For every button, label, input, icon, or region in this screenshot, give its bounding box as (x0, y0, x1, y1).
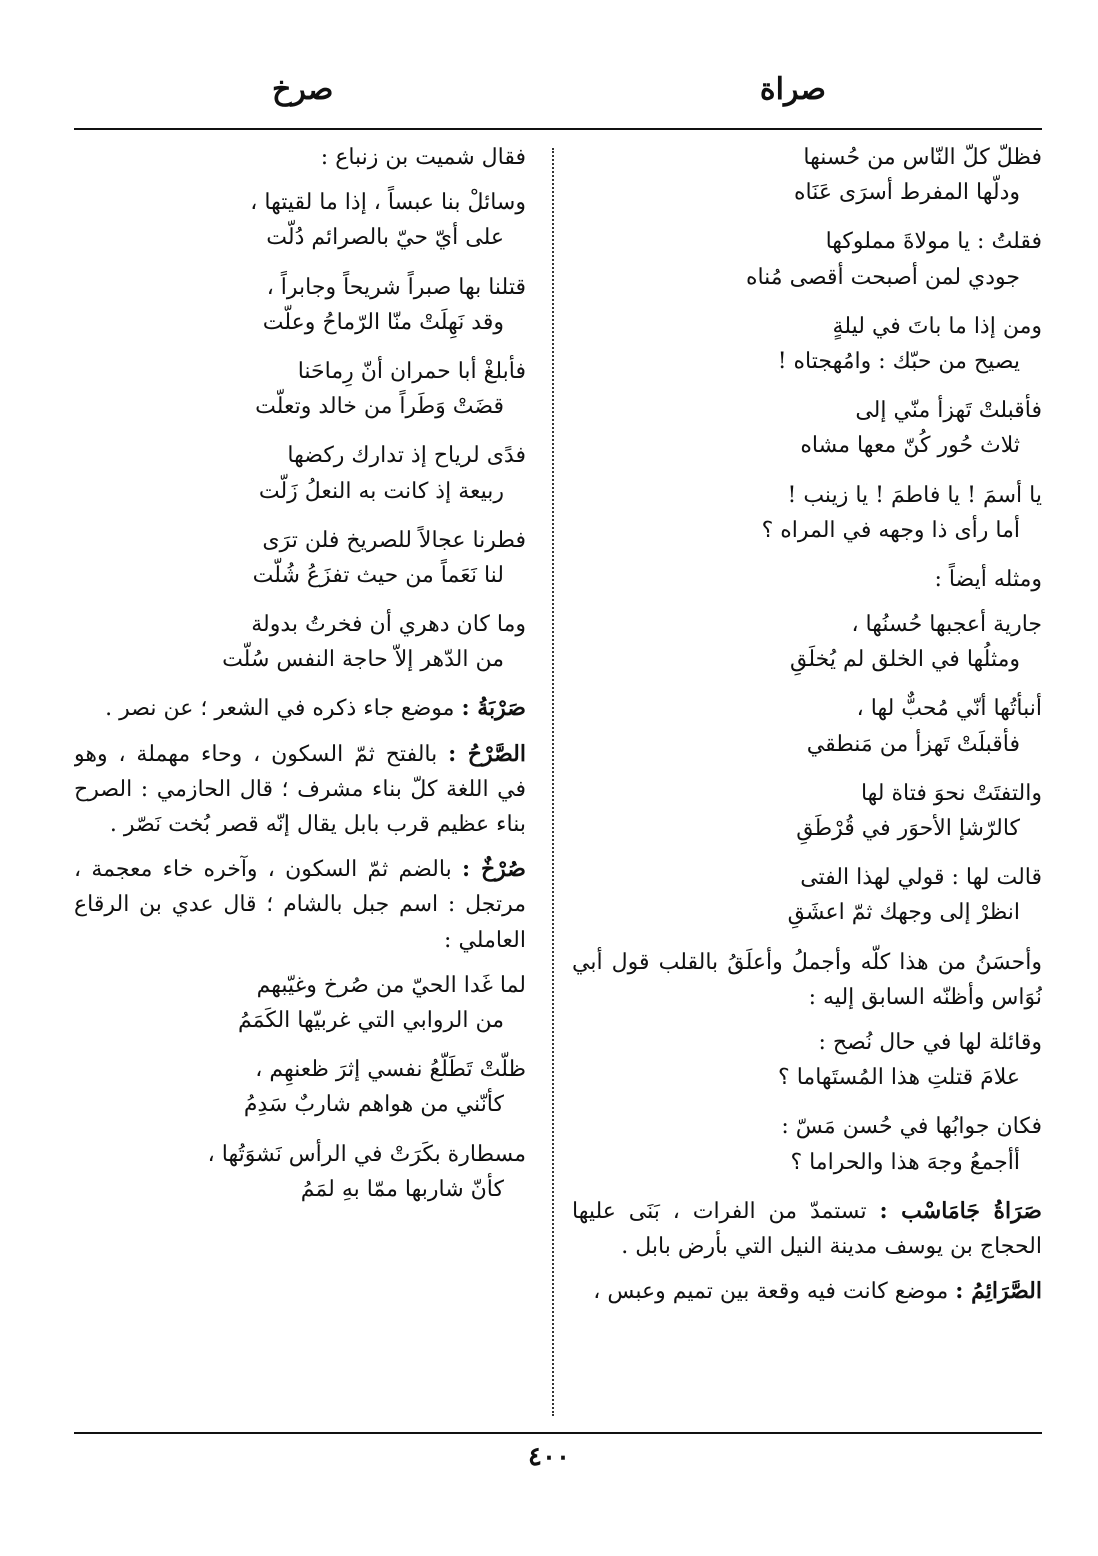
verse-second-hemistich: كالرّشإ الأحوَر في قُرْطَقِ (796, 816, 1020, 841)
entry-headword: صَرْبَةُ : (461, 695, 526, 722)
entry-body: موضع كانت فيه وقعة بين تميم وعبس ، (593, 1279, 949, 1305)
verse-second-hemistich: أأجمعُ وجهَ هذا والحراما ؟ (790, 1149, 1020, 1175)
prose-paragraph: وأحسَنُ من هذا كلّه وأجملُ وأعلَقُ بالقلب قول أبي نُوَاس وأظنّه السابق إليه : (572, 949, 1042, 1010)
verse-first-hemistich: ومن إذا ما باتَ في ليلةٍ (832, 313, 1042, 339)
column-divider (552, 148, 554, 1416)
verse-first-hemistich: قالت لها : قولي لهذا الفتى (800, 865, 1042, 891)
verse-first-hemistich: والتفتَتْ نحوَ فتاة لها (860, 780, 1042, 806)
verse-first-hemistich: وقائلة لها في حال نُصح : (818, 1029, 1042, 1055)
verse-first-hemistich: وسائلْ بنا عبساً ، إذا ما لقيتها ، (250, 190, 526, 216)
verse-first-hemistich: قتلنا بها صبراً شريحاً وجابراً ، (266, 274, 526, 300)
verse-first-hemistich: فدًى لرياح إذ تدارك ركضها (287, 443, 526, 469)
verse-couplet (572, 224, 1042, 294)
running-header-right: صراة (759, 72, 826, 107)
intro-line: فقال شميت بن زنباع : (320, 145, 526, 170)
verse-second-hemistich: على أيّ حيّ بالصرائم دُلّت (266, 225, 504, 251)
verse-couplet (572, 607, 1042, 677)
verse-couplet (74, 185, 526, 255)
entry-body: موضع جاء ذكره في الشعر ؛ عن نصر . (105, 696, 455, 722)
entry-headword: الصَّرَائِمُ : (955, 1278, 1042, 1305)
verse-second-hemistich: أما رأى ذا وجهه في المراه ؟ (761, 517, 1020, 543)
verse-second-hemistich: يصيح من حبّك : وامُهجتاه ! (777, 348, 1020, 374)
verse-second-hemistich: لنا نَعَماً من حيث تفزَعُ شُلّت (252, 562, 504, 588)
verse-first-hemistich: أنبأتُها أنّي مُحبٌّ لها ، (856, 696, 1042, 722)
verse-couplet (74, 354, 526, 424)
dictionary-entry (74, 737, 526, 843)
entry-headword: الصَّرْحُ : (448, 740, 526, 767)
verse-couplet (572, 691, 1042, 761)
verse-first-hemistich: جارية أعجبها حُسنُها ، (851, 612, 1042, 638)
verse-couplet (74, 607, 526, 677)
verse-first-hemistich: يا أسمَ ! يا فاطمَ ! يا زينب ! (787, 482, 1042, 508)
page-number: ٤٠٠ (528, 1442, 570, 1472)
running-header-left: صرخ (272, 72, 334, 107)
verse-second-hemistich: ومثلُها في الخلق لم يُخلَقِ (790, 647, 1020, 673)
verse-couplet (74, 1137, 526, 1207)
verse-first-hemistich: مسطارة بكَرَتْ في الرأس نَشوَتُها ، (207, 1141, 526, 1167)
verse-second-hemistich: من الروابي التي غربيّها الكَمَمُ (237, 1007, 504, 1033)
verse-second-hemistich: جودي لمن أصبحت أقصى مُناه (745, 264, 1020, 290)
verse-second-hemistich: وقد نَهِلَتْ منّا الرّماحُ وعلّت (262, 309, 504, 335)
dictionary-entry (74, 691, 526, 726)
verse-first-hemistich: ظلّتْ تَطَلّعُ نفسي إثرَ ظعنهِم ، (255, 1057, 526, 1083)
verse-first-hemistich: فكان جوابُها في حُسن مَسّ : (781, 1114, 1042, 1140)
entry-body: تستمدّ من الفرات ، بَنَى عليها الحجاج بن يوسف مدينة النيل التي بأرض بابل . (572, 1198, 1042, 1259)
verse-second-hemistich: علامَ قتلتِ هذا المُستَهاما ؟ (778, 1065, 1020, 1091)
verse-first-hemistich: فطرنا عجالاً للصريخ فلن ترَى (262, 527, 526, 553)
dictionary-entry (74, 852, 526, 958)
verse-couplet (572, 1025, 1042, 1095)
verse-second-hemistich: كأنّني من هواهم شاربٌ سَدِمُ (243, 1092, 504, 1118)
verse-second-hemistich: قضَتْ وَطَراً من خالد وتعلّت (255, 394, 504, 420)
dictionary-entry (572, 1274, 1042, 1309)
verse-first-hemistich: لما غَدا الحيّ من صُرخ وغيّبهم (256, 972, 526, 998)
poem-block (572, 1025, 1042, 1180)
dictionary-entry (572, 1194, 1042, 1264)
intro-line: ومثله أيضاً : (934, 566, 1042, 592)
verse-second-hemistich: من الدّهر إلاّ حاجة النفس سُلّت (222, 647, 504, 673)
top-rule (74, 128, 1042, 130)
verse-couplet (572, 393, 1042, 463)
verse-first-hemistich: فظلّ كلّ النّاس من حُسنها (803, 145, 1042, 170)
verse-couplet (74, 523, 526, 593)
verse-second-hemistich: ربيعة إذ كانت به النعلُ زَلّت (258, 478, 504, 504)
verse-couplet (74, 438, 526, 508)
verse-couplet (74, 270, 526, 340)
verse-first-hemistich: فأبلغْ أبا حمران أنّ رِماحَنا (297, 358, 526, 384)
bottom-rule (74, 1432, 1042, 1434)
entry-body: بالفتح ثمّ السكون ، وحاء مهملة ، وهو في اللغة كلّ بناء مشرف ؛ قال الحازمي : الصرح بناء عظيم قرب بابل يقال إنّه قصر بُخت نَصّر . (74, 741, 526, 837)
verse-couplet (74, 968, 526, 1038)
entry-body: بالضم ثمّ السكون ، وآخره خاء معجمة ، مرتجل : اسم جبل بالشام ؛ قال عدي بن الرقاع العاملي : (74, 857, 526, 953)
verse-couplet (572, 1109, 1042, 1179)
verse-couplet (572, 860, 1042, 930)
verse-first-hemistich: فقلتُ : يا مولاةَ مملوكها (825, 229, 1042, 255)
poem-block (74, 968, 526, 1207)
verse-couplet (572, 478, 1042, 548)
verse-couplet (572, 140, 1042, 210)
verse-couplet (572, 309, 1042, 379)
verse-second-hemistich: ودلّها المفرط أسرَى عَنَاه (794, 180, 1020, 206)
poem-block (572, 140, 1042, 548)
left-column (74, 140, 526, 1420)
verse-second-hemistich: انظرْ إلى وجهك ثمّ اعشَقِ (787, 900, 1020, 926)
verse-couplet (572, 776, 1042, 846)
verse-second-hemistich: فأقبلَتْ تَهزأ من مَنطقي (806, 731, 1020, 757)
verse-second-hemistich: ثلاث حُور كُنّ معها مشاه (800, 433, 1020, 459)
right-column (572, 140, 1042, 1420)
entry-headword: صَرَاةُ جَامَاسْب : (879, 1197, 1042, 1224)
verse-second-hemistich: كأنّ شاربها ممّا بهِ لمَمُ (300, 1176, 504, 1202)
verse-first-hemistich: وما كان دهري أن فخرتُ بدولة (251, 612, 526, 638)
verse-first-hemistich: فأقبلتْ تَهزأ منّي إلى (855, 398, 1042, 424)
poem-block (572, 607, 1042, 931)
entry-headword: صُرْخٌ : (461, 856, 526, 883)
verse-couplet (74, 1052, 526, 1122)
poem-block (74, 185, 526, 677)
